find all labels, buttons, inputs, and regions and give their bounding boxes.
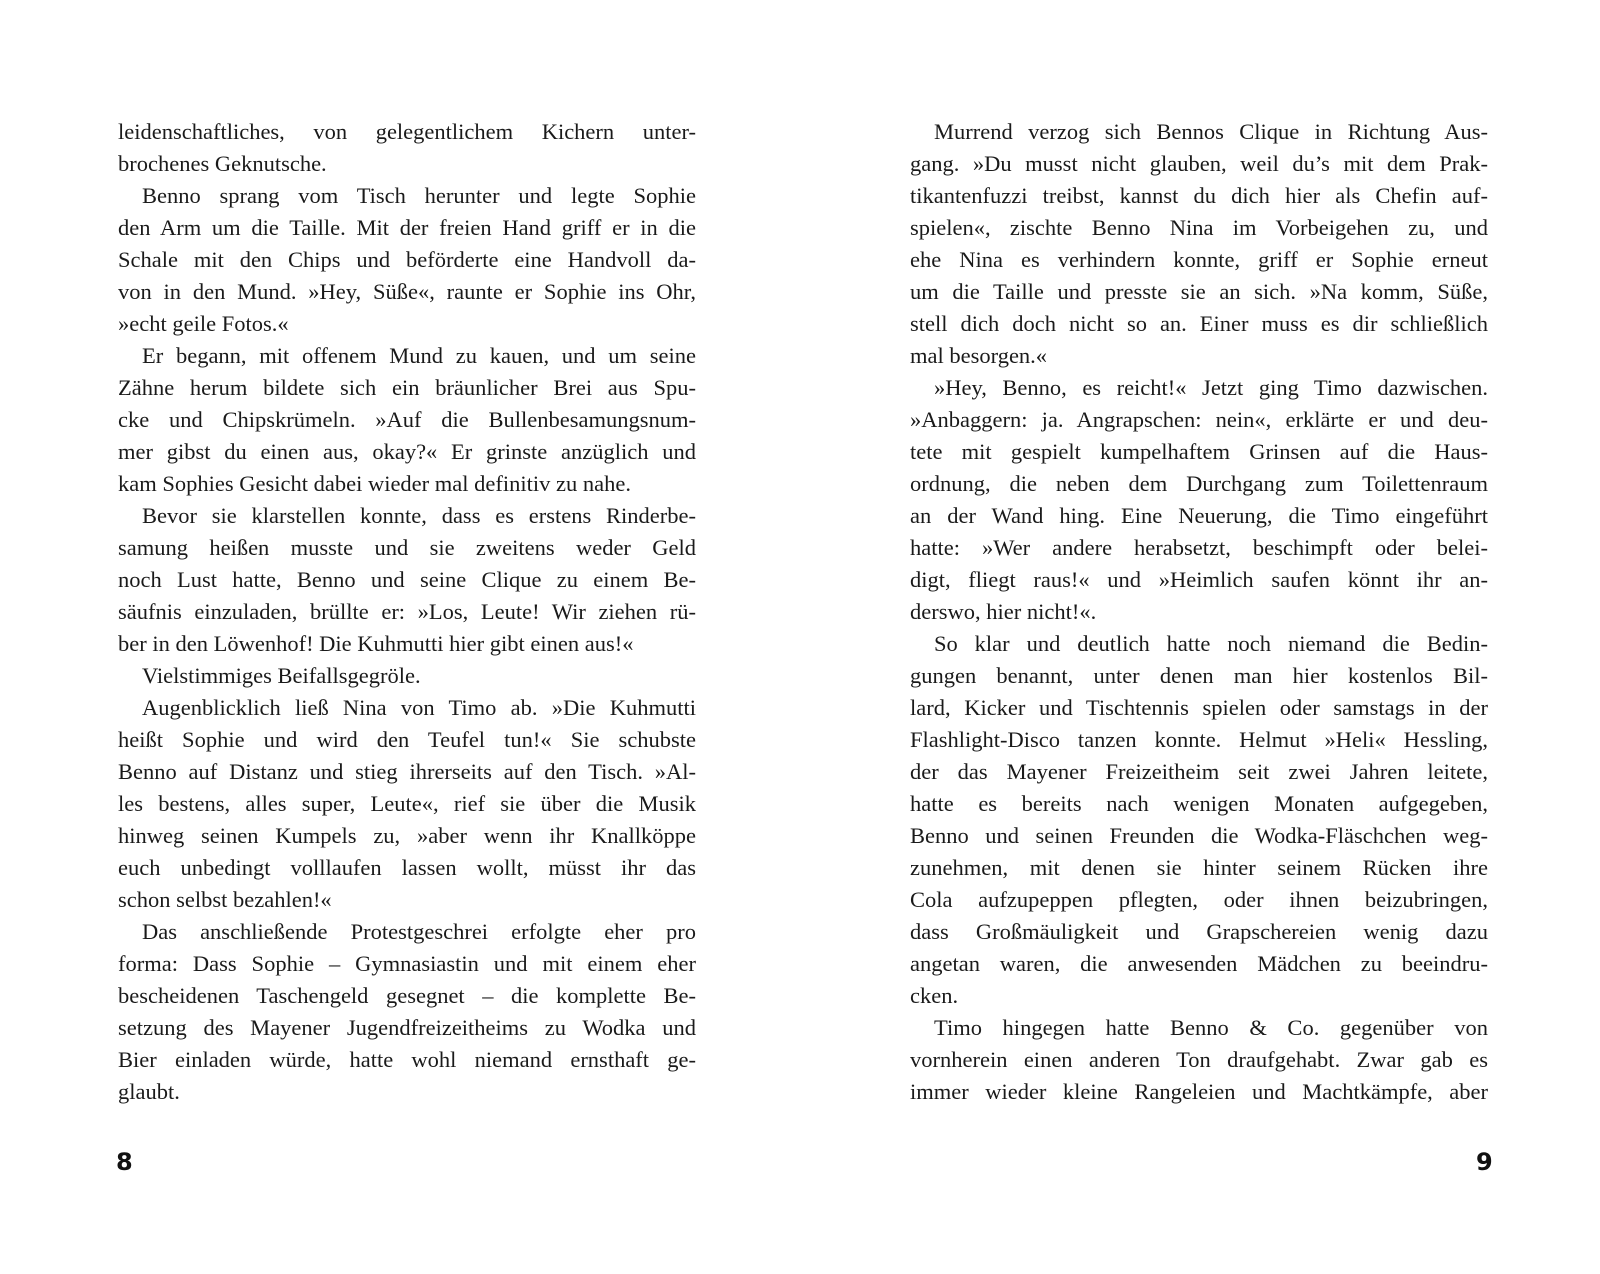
text-line: lard, Kicker und Tischtennis spielen oder samstags in der <box>910 695 1488 720</box>
page-number-right: 9 <box>1476 1148 1493 1176</box>
text-line: derswo, hier nicht!«. <box>910 599 1097 624</box>
text-line: Cola aufzupeppen pflegten, oder ihnen beizubringen, <box>910 887 1488 912</box>
text-line: hatte es bereits nach wenigen Monaten aufgegeben, <box>910 791 1488 816</box>
text-line: Augenblicklich ließ Nina von Timo ab. »Die Kuhmutti <box>142 695 696 720</box>
text-line: Er begann, mit offenem Mund zu kauen, und um seine <box>142 343 696 368</box>
text-line: heißt Sophie und wird den Teufel tun!« Sie schubste <box>118 727 696 752</box>
text-line: zunehmen, mit denen sie hinter seinem Rücken ihre <box>910 855 1488 880</box>
text-line: kam Sophies Gesicht dabei wieder mal definitiv zu nahe. <box>118 471 631 496</box>
text-line: den Arm um die Taille. Mit der freien Hand griff er in die <box>118 215 696 240</box>
left-page-text <box>118 116 696 1108</box>
text-line: säufnis einzuladen, brüllte er: »Los, Leute! Wir ziehen rü- <box>118 599 696 624</box>
text-line: ehe Nina es verhindern konnte, griff er Sophie erneut <box>910 247 1488 272</box>
text-line: »Hey, Benno, es reicht!« Jetzt ging Timo dazwischen. <box>934 375 1488 400</box>
text-line: Schale mit den Chips und beförderte eine Handvoll da- <box>118 247 696 272</box>
text-line: ber in den Löwenhof! Die Kuhmutti hier gibt einen aus!« <box>118 631 634 656</box>
text-line: ordnung, die neben dem Durchgang zum Toilettenraum <box>910 471 1488 496</box>
text-line: immer wieder kleine Rangeleien und Machtkämpfe, aber <box>910 1079 1488 1104</box>
text-line: spielen«, zischte Benno Nina im Vorbeigehen zu, und <box>910 215 1488 240</box>
right-page <box>800 0 1600 1274</box>
text-line: Murrend verzog sich Bennos Clique in Richtung Aus- <box>934 119 1488 144</box>
text-line: tikantenfuzzi treibst, kannst du dich hier als Chefin auf- <box>910 183 1488 208</box>
text-line: Timo hingegen hatte Benno & Co. gegenüber von <box>934 1015 1488 1040</box>
page-number-left: 8 <box>116 1148 133 1176</box>
text-line: an der Wand hing. Eine Neuerung, die Timo eingeführt <box>910 503 1488 528</box>
text-line: Benno und seinen Freunden die Wodka-Fläschchen weg- <box>910 823 1488 848</box>
text-line: Bier einladen würde, hatte wohl niemand ernsthaft ge- <box>118 1047 696 1072</box>
text-line: leidenschaftliches, von gelegentlichem Kichern unter- <box>118 119 696 144</box>
text-line: Zähne herum bildete sich ein bräunlicher Brei aus Spu- <box>118 375 696 400</box>
text-line: setzung des Mayener Jugendfreizeitheims zu Wodka und <box>118 1015 696 1040</box>
text-line: cken. <box>910 983 959 1008</box>
text-line: vornherein einen anderen Ton draufgehabt. Zwar gab es <box>910 1047 1488 1072</box>
text-line: »Anbaggern: ja. Angrapschen: nein«, erklärte er und deu- <box>910 407 1488 432</box>
text-line: mal besorgen.« <box>910 343 1048 368</box>
text-line: glaubt. <box>118 1079 180 1104</box>
right-page-text <box>910 116 1488 1108</box>
text-line: bescheidenen Taschengeld gesegnet – die komplette Be- <box>118 983 696 1008</box>
text-line: dass Großmäuligkeit und Grapschereien wenig dazu <box>910 919 1488 944</box>
text-line: hinweg seinen Kumpels zu, »aber wenn ihr Knallköppe <box>118 823 696 848</box>
text-line: von in den Mund. »Hey, Süße«, raunte er Sophie ins Ohr, <box>118 279 696 304</box>
text-line: euch unbedingt volllaufen lassen wollt, müsst ihr das <box>118 855 696 880</box>
text-line: Vielstimmiges Beifallsgegröle. <box>142 663 421 688</box>
text-line: angetan waren, die anwesenden Mädchen zu beeindru- <box>910 951 1488 976</box>
text-line: brochenes Geknutsche. <box>118 151 327 176</box>
text-line: Das anschließende Protestgeschrei erfolgte eher pro <box>142 919 696 944</box>
text-line: Benno auf Distanz und stieg ihrerseits auf den Tisch. »Al- <box>118 759 696 784</box>
text-line: der das Mayener Freizeitheim seit zwei Jahren leitete, <box>910 759 1488 784</box>
text-line: So klar und deutlich hatte noch niemand die Bedin- <box>934 631 1488 656</box>
text-line: digt, fliegt raus!« und »Heimlich saufen könnt ihr an- <box>910 567 1488 592</box>
text-line: um die Taille und presste sie an sich. »Na komm, Süße, <box>910 279 1488 304</box>
text-line: schon selbst bezahlen!« <box>118 887 332 912</box>
text-line: mer gibst du einen aus, okay?« Er grinste anzüglich und <box>118 439 696 464</box>
text-line: Flashlight-Disco tanzen konnte. Helmut »Heli« Hessling, <box>910 727 1488 752</box>
text-line: »echt geile Fotos.« <box>118 311 289 336</box>
text-line: les bestens, alles super, Leute«, rief sie über die Musik <box>118 791 696 816</box>
text-line: Bevor sie klarstellen konnte, dass es erstens Rinderbe- <box>142 503 696 528</box>
text-line: tete mit gespielt kumpelhaftem Grinsen auf die Haus- <box>910 439 1488 464</box>
text-line: forma: Dass Sophie – Gymnasiastin und mit einem eher <box>118 951 696 976</box>
text-line: stell dich doch nicht so an. Einer muss es dir schließlich <box>910 311 1488 336</box>
text-line: gang. »Du musst nicht glauben, weil du’s mit dem Prak- <box>910 151 1488 176</box>
text-line: noch Lust hatte, Benno und seine Clique zu einem Be- <box>118 567 696 592</box>
text-line: hatte: »Wer andere herabsetzt, beschimpft oder belei- <box>910 535 1488 560</box>
text-line: gungen benannt, unter denen man hier kostenlos Bil- <box>910 663 1488 688</box>
text-line: cke und Chipskrümeln. »Auf die Bullenbesamungsnum- <box>118 407 696 432</box>
text-line: Benno sprang vom Tisch herunter und legte Sophie <box>142 183 696 208</box>
text-line: samung heißen musste und sie zweitens weder Geld <box>118 535 696 560</box>
